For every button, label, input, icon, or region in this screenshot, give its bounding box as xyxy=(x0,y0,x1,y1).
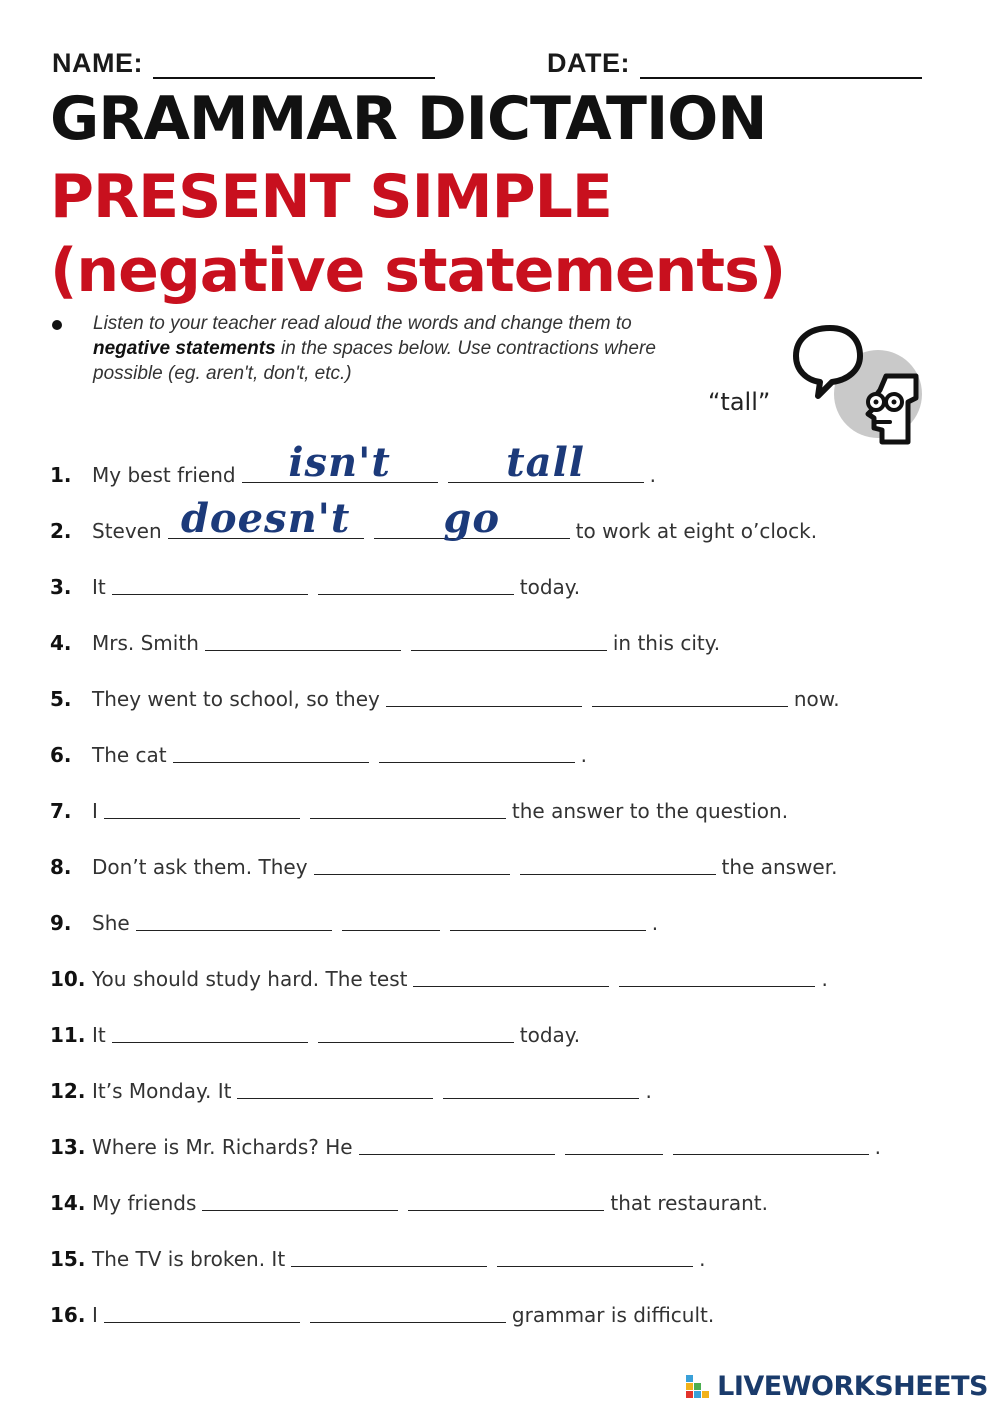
handwritten-answer: tall xyxy=(506,439,585,486)
exercise-item xyxy=(50,615,720,655)
item-number: 6. xyxy=(50,743,72,767)
handwritten-answer: isn't xyxy=(288,439,391,486)
answer-blank[interactable] xyxy=(168,495,364,542)
name-label: NAME: xyxy=(52,48,143,78)
answer-blank[interactable] xyxy=(379,732,575,763)
item-prompt: It’s Monday. It xyxy=(92,1079,232,1103)
answer-blank[interactable] xyxy=(443,1068,639,1099)
instructions-bold: negative statements xyxy=(93,338,276,359)
item-ending: now. xyxy=(793,687,840,711)
item-ending: today. xyxy=(519,1023,581,1047)
name-input-line[interactable] xyxy=(153,53,435,79)
answer-blank[interactable] xyxy=(673,1124,869,1155)
answer-blank[interactable] xyxy=(112,1012,308,1043)
exercise-item xyxy=(50,439,656,487)
instructions-text xyxy=(93,311,713,386)
item-number: 11. xyxy=(50,1023,86,1047)
answer-blank[interactable] xyxy=(448,439,644,486)
item-ending: the answer. xyxy=(721,855,838,879)
liveworksheets-logo-text: LIVEWORKSHEETS xyxy=(717,1370,988,1402)
exercise-item xyxy=(50,1231,706,1271)
liveworksheets-logo-icon xyxy=(685,1372,713,1400)
answer-blank[interactable] xyxy=(497,1236,693,1267)
item-number: 5. xyxy=(50,687,72,711)
answer-blank[interactable] xyxy=(310,788,506,819)
answer-blank[interactable] xyxy=(310,1292,506,1323)
item-ending: . xyxy=(645,1079,652,1103)
item-ending: in this city. xyxy=(612,631,721,655)
answer-blank[interactable] xyxy=(104,788,300,819)
item-ending: today. xyxy=(519,575,581,599)
item-prompt: I xyxy=(92,799,98,823)
name-field xyxy=(52,48,435,79)
item-number: 3. xyxy=(50,575,72,599)
item-number: 10. xyxy=(50,967,86,991)
exercise-item xyxy=(50,895,658,935)
answer-blank[interactable] xyxy=(318,564,514,595)
date-label: DATE: xyxy=(547,48,630,78)
item-prompt: It xyxy=(92,1023,106,1047)
example-word: “tall” xyxy=(708,388,771,416)
item-prompt: It xyxy=(92,575,106,599)
item-ending: . xyxy=(580,743,588,767)
worksheet-title: GRAMMAR DICTATION xyxy=(50,84,767,154)
answer-blank[interactable] xyxy=(359,1124,555,1155)
answer-blank[interactable] xyxy=(450,900,646,931)
answer-blank[interactable] xyxy=(242,439,438,486)
exercise-item xyxy=(50,951,828,991)
exercise-item xyxy=(50,1007,580,1047)
worksheet-subtitle: PRESENT SIMPLE (negative statements) xyxy=(50,162,786,306)
item-number: 9. xyxy=(50,911,72,935)
answer-blank[interactable] xyxy=(386,676,582,707)
item-number: 12. xyxy=(50,1079,86,1103)
answer-blank[interactable] xyxy=(173,732,369,763)
item-ending: the answer to the question. xyxy=(511,799,789,823)
answer-blank[interactable] xyxy=(342,900,440,931)
exercise-item xyxy=(50,1119,881,1159)
item-ending: to work at eight o’clock. xyxy=(575,519,818,543)
item-number: 7. xyxy=(50,799,72,823)
item-number: 2. xyxy=(50,519,72,543)
item-number: 15. xyxy=(50,1247,86,1271)
exercise-item xyxy=(50,1287,714,1327)
answer-blank[interactable] xyxy=(318,1012,514,1043)
item-ending: that restaurant. xyxy=(610,1191,768,1215)
answer-blank[interactable] xyxy=(374,495,570,542)
item-prompt: Steven xyxy=(92,519,162,543)
item-number: 16. xyxy=(50,1303,86,1327)
answer-blank[interactable] xyxy=(411,620,607,651)
item-number: 4. xyxy=(50,631,72,655)
exercise-item xyxy=(50,1063,652,1103)
date-input-line[interactable] xyxy=(640,53,922,79)
exercise-item xyxy=(50,727,587,767)
answer-blank[interactable] xyxy=(619,956,815,987)
item-ending: . xyxy=(649,463,656,487)
answer-blank[interactable] xyxy=(413,956,609,987)
answer-blank[interactable] xyxy=(520,844,716,875)
instructions-part2: in the spaces below. Use contractions where possible (eg. aren't, don't, etc.) xyxy=(93,338,656,384)
answer-blank[interactable] xyxy=(202,1180,398,1211)
item-ending: . xyxy=(874,1135,881,1159)
item-prompt: My best friend xyxy=(92,463,236,487)
exercise-item xyxy=(50,495,818,543)
exercise-item xyxy=(50,1175,768,1215)
header-row xyxy=(52,48,930,84)
answer-blank[interactable] xyxy=(408,1180,604,1211)
item-number: 14. xyxy=(50,1191,86,1215)
answer-blank[interactable] xyxy=(112,564,308,595)
exercise-item xyxy=(50,671,840,711)
item-number: 8. xyxy=(50,855,72,879)
item-ending: . xyxy=(651,911,659,935)
item-prompt: Mrs. Smith xyxy=(92,631,199,655)
answer-blank[interactable] xyxy=(104,1292,300,1323)
item-ending: . xyxy=(821,967,828,991)
exercise-item xyxy=(50,783,788,823)
item-number: 13. xyxy=(50,1135,86,1159)
item-prompt: The cat xyxy=(92,743,167,767)
answer-blank[interactable] xyxy=(314,844,510,875)
item-prompt: My friends xyxy=(92,1191,197,1215)
answer-blank[interactable] xyxy=(565,1124,663,1155)
item-prompt: Where is Mr. Richards? He xyxy=(92,1135,353,1159)
exercise-item xyxy=(50,559,580,599)
item-ending: grammar is difficult. xyxy=(511,1303,715,1327)
handwritten-answer: go xyxy=(443,495,500,542)
item-ending: . xyxy=(699,1247,706,1271)
answer-blank[interactable] xyxy=(205,620,401,651)
handwritten-answer: doesn't xyxy=(180,495,351,542)
item-prompt: Don’t ask them. They xyxy=(92,855,308,879)
date-field xyxy=(547,48,922,79)
item-prompt: I xyxy=(92,1303,98,1327)
bullet-icon xyxy=(52,320,62,330)
answer-blank[interactable] xyxy=(291,1236,487,1267)
instructions-part1: Listen to your teacher read aloud the words and change them to xyxy=(93,313,632,334)
item-prompt: She xyxy=(92,911,130,935)
item-prompt: You should study hard. The test xyxy=(92,967,408,991)
item-number: 1. xyxy=(50,463,72,487)
exercise-item xyxy=(50,839,837,879)
answer-blank[interactable] xyxy=(136,900,332,931)
teacher-speaking-icon xyxy=(790,322,930,450)
liveworksheets-logo xyxy=(685,1368,988,1404)
answer-blank[interactable] xyxy=(237,1068,433,1099)
item-prompt: The TV is broken. It xyxy=(92,1247,286,1271)
answer-blank[interactable] xyxy=(592,676,788,707)
item-prompt: They went to school, so they xyxy=(92,687,380,711)
